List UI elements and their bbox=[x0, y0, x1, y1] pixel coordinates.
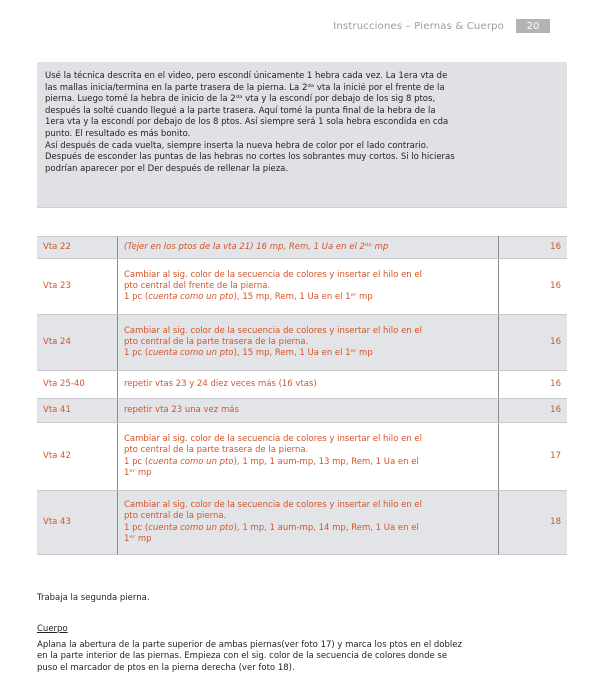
table-row bbox=[37, 371, 567, 399]
table-row bbox=[37, 259, 567, 315]
table-row bbox=[37, 423, 567, 491]
instruction-line: 1 pc (cuenta como un pto), 1 mp, 1 aum-mp, 13 mp, Rem, 1 Ua en el bbox=[124, 456, 419, 467]
section-line: puso el marcador de ptos en la pierna derecha (ver foto 18). bbox=[37, 662, 295, 673]
instruction-line: Cambiar al sig. color de la secuencia de colores y insertar el hilo en el bbox=[124, 269, 422, 280]
stitch-count: 16 bbox=[499, 399, 568, 423]
note-line: podrían aparecer por el Der después de rellenar la pieza. bbox=[45, 163, 289, 174]
round-instruction bbox=[118, 399, 499, 423]
round-instructions-table bbox=[37, 236, 567, 555]
instruction-line: 1 pc (cuenta como un pto), 1 mp, 1 aum-mp, 14 mp, Rem, 1 Ua en el bbox=[124, 522, 419, 533]
instruction-line: repetir vta 23 una vez más bbox=[124, 404, 239, 415]
stitch-count: 16 bbox=[499, 237, 568, 259]
round-label: Vta 24 bbox=[37, 315, 118, 371]
technique-note bbox=[37, 62, 567, 208]
section-line: en la parte interior de las piernas. Empieza con el sig. color de la secuencia de colores donde se bbox=[37, 651, 448, 662]
instruction-line: pto central de la pierna. bbox=[124, 511, 227, 522]
instruction-line: repetir vtas 23 y 24 diez veces más (16 vtas) bbox=[124, 378, 317, 389]
page-header bbox=[333, 18, 550, 34]
stitch-count: 18 bbox=[499, 491, 568, 555]
header-title: Instrucciones – Piernas & Cuerpo bbox=[333, 20, 504, 32]
instruction-line: 1ᵉʳ mp bbox=[124, 467, 152, 478]
instruction-line: pto central de la parte trasera de la pierna. bbox=[124, 445, 309, 456]
table-row bbox=[37, 315, 567, 371]
round-instruction bbox=[118, 315, 499, 371]
note-line: Después de esconder las puntas de las hebras no cortes los sobrantes muy cortos. Si lo hicieras bbox=[45, 152, 455, 163]
round-label: Vta 43 bbox=[37, 491, 118, 555]
round-instruction bbox=[118, 491, 499, 555]
table-row bbox=[37, 237, 567, 259]
round-label: Vta 25-40 bbox=[37, 371, 118, 399]
instruction-line: 1 pc (cuenta como un pto), 15 mp, Rem, 1 Ua en el 1ᵉʳ mp bbox=[124, 348, 373, 359]
stitch-count: 17 bbox=[499, 423, 568, 491]
note-line: 1era vta y la escondí por debajo de los 8 ptos. Así siempre será 1 sola hebra escondida en cda bbox=[45, 117, 449, 128]
table-row bbox=[37, 399, 567, 423]
page-number: 20 bbox=[516, 19, 550, 33]
instruction-line: pto central del frente de la pierna. bbox=[124, 280, 271, 291]
instruction-line: (Tejer en los ptos de la vta 21) 16 mp, Rem, 1 Ua en el 2ᵈᵒ mp bbox=[124, 241, 389, 252]
instruction-line: pto central de la parte trasera de la pierna. bbox=[124, 336, 309, 347]
after-table-text: Trabaja la segunda pierna. bbox=[37, 593, 150, 603]
note-line: Así después de cada vuelta, siempre inserta la nueva hebra de color por el lado contrario. bbox=[45, 140, 429, 151]
section-line: Aplana la abertura de la parte superior de ambas piernas(ver foto 17) y marca los ptos en el doblez bbox=[37, 640, 462, 650]
note-line: Usé la técnica descrita en el video, pero escondí únicamente 1 hebra cada vez. La 1era vta de bbox=[45, 71, 448, 81]
stitch-count: 16 bbox=[499, 259, 568, 315]
round-instruction bbox=[118, 423, 499, 491]
section-body bbox=[37, 640, 567, 674]
instruction-line: Cambiar al sig. color de la secuencia de colores y insertar el hilo en el bbox=[124, 325, 422, 336]
note-line: punto. El resultado es más bonito. bbox=[45, 128, 191, 139]
stitch-count: 16 bbox=[499, 371, 568, 399]
round-instruction bbox=[118, 259, 499, 315]
round-instruction bbox=[118, 237, 499, 259]
round-label: Vta 42 bbox=[37, 423, 118, 491]
instruction-line: Cambiar al sig. color de la secuencia de colores y insertar el hilo en el bbox=[124, 434, 422, 445]
note-line: pierna. Luego tomé la hebra de inicio de la 2ᵈᵃ vta y la escondí por debajo de los sig 8 ptos, bbox=[45, 94, 436, 105]
instruction-line: 1ᵉʳ mp bbox=[124, 533, 152, 544]
note-line: las mallas inicia/termina en la parte trasera de la pierna. La 2ᵈᵃ vta la inicié por el frente de la bbox=[45, 82, 445, 93]
instruction-line: Cambiar al sig. color de la secuencia de colores y insertar el hilo en el bbox=[124, 500, 422, 511]
round-instruction bbox=[118, 371, 499, 399]
table-row bbox=[37, 491, 567, 555]
section-title: Cuerpo bbox=[37, 624, 68, 634]
round-label: Vta 23 bbox=[37, 259, 118, 315]
stitch-count: 16 bbox=[499, 315, 568, 371]
round-label: Vta 22 bbox=[37, 237, 118, 259]
round-label: Vta 41 bbox=[37, 399, 118, 423]
note-line: después la solté cuando llegué a la parte trasera. Aquí tomé la punta final de la hebra de la bbox=[45, 105, 436, 116]
instruction-line: 1 pc (cuenta como un pto), 15 mp, Rem, 1 Ua en el 1ᵉʳ mp bbox=[124, 292, 373, 303]
